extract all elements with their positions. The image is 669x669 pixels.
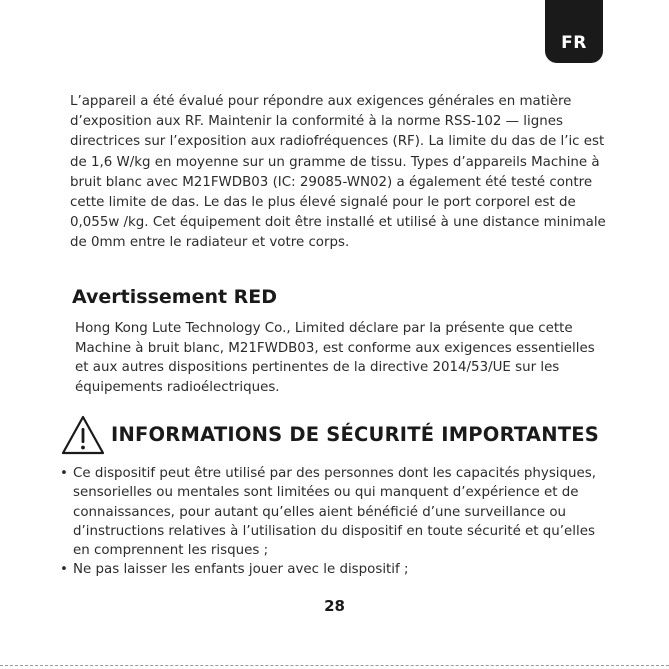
bullet-text: Ne pas laisser les enfants jouer avec le dispositif ; [73, 562, 409, 578]
bullet-marker: • [60, 562, 68, 578]
bullet-text: Ce dispositif peut être utilisé par des personnes dont les capacités physiques, sensorielles ou mentales sont limitées ou qui manquent d’expérience et de connaissances, pour autant qu’elles aient bénéficié d’une surveillance ou d’instructions relatives à l’utilisation du dispositif en toute sécurité et qu’elles en comprennent les risques ; [73, 466, 596, 559]
safety-title: INFORMATIONS DE SÉCURITÉ IMPORTANTES [111, 423, 599, 446]
page-number: 28 [324, 597, 345, 615]
list-item [60, 560, 600, 579]
warning-triangle-icon [60, 414, 106, 456]
red-warning-body: Hong Kong Lute Technology Co., Limited déclare par la présente que cette Machine à bruit blanc, M21FWDB03, est conforme aux exigences essentielles et aux autres dispositions pertinentes de la directive 2014/53/UE sur les équipements radioélectriques. [75, 321, 595, 395]
bullet-marker: • [60, 466, 68, 481]
safety-heading [60, 414, 620, 458]
language-tab [545, 0, 603, 63]
red-warning-title: Avertissement RED [72, 286, 278, 308]
list-item [60, 464, 600, 560]
language-tab-label: FR [561, 33, 587, 53]
bottom-edge-line [0, 665, 669, 669]
safety-bullet-list [60, 464, 600, 580]
intro-paragraph: L’appareil a été évalué pour répondre aux exigences générales en matière d’exposition aux RF. Maintenir la conformité à la norme RSS-102 — lignes directrices sur l’exposition aux radiofréquences (RF). La limite du das de l’ic est de 1,6 W/kg en moyenne sur un gramme de tissu. Types d’appareils Machine à bruit blanc avec M21FWDB03 (IC: 29085-WN02) a également été testé contre cette limite de das. Le das le plus élevé signalé pour le port corporel est de 0,055w /kg. Cet équipement doit être installé et utilisé à une distance minimale de 0mm entre le radiateur et votre corps. [70, 94, 606, 251]
